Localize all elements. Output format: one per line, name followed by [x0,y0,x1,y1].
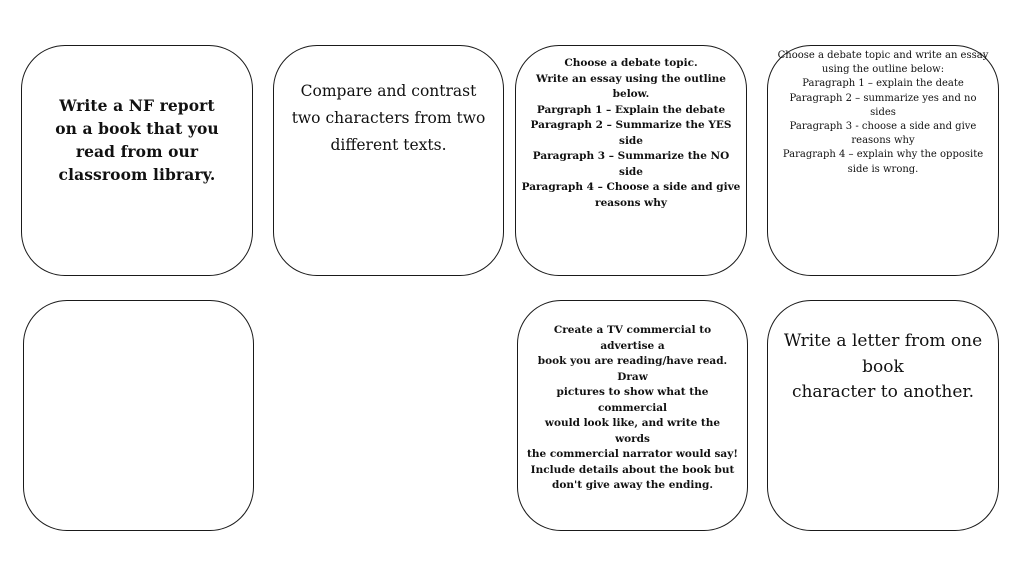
choice-card-tv-commercial [517,300,748,531]
card-text: Choose a debate topic and write an essay using the outline below: Paragraph 1 – explain the deate Paragraph 2 – summarize yes and no sides Paragraph 3 - choose a side and give reasons why Paragraph 4 – explain why the opposite side is wrong. [777,50,989,175]
card-text: Compare and contrast two characters from two different texts. [291,82,486,154]
choice-card-blank [23,300,254,531]
card-text: Choose a debate topic. Write an essay using the outline below. Pargraph 1 – Explain the debate Paragraph 2 – Summarize the YES side Paragraph 3 – Summarize the NO side Paragraph 4 – Choose a side and give reasons why [521,57,741,209]
card-text: Create a TV commercial to advertise a book you are reading/have read. Draw pictures to show what the commercial would look like, and write the words the commercial narrator would say! Include details about the book but don't give away the ending. [527,324,738,491]
choice-card-debate-essay [515,45,747,276]
choice-card-debate-essay-opposite [767,45,999,276]
card-text: Write a letter from one book character to another. [783,331,983,402]
choice-card-nf-report [21,45,253,276]
card-text: Write a NF report on a book that you read from our classroom library. [55,96,219,184]
choice-card-compare-characters [273,45,504,276]
choice-card-character-letter [767,300,999,531]
